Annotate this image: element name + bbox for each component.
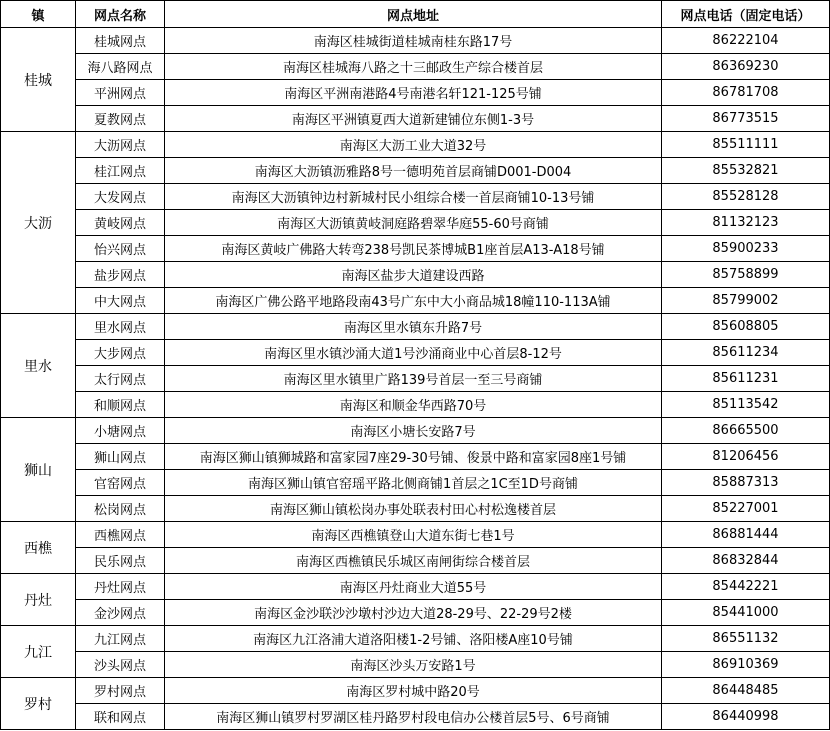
- address-cell: 南海区大沥工业大道32号: [165, 132, 662, 158]
- branch-name-cell: 西樵网点: [76, 522, 165, 548]
- header-row: [1, 1, 830, 28]
- table-row: [1, 652, 830, 678]
- address-cell: 南海区桂城街道桂城南桂东路17号: [165, 28, 662, 54]
- table-row: [1, 262, 830, 288]
- table-row: [1, 106, 830, 132]
- phone-cell: 86448485: [662, 678, 830, 704]
- town-cell: 九江: [1, 626, 76, 678]
- address-cell: 南海区狮山镇狮城路和富家园7座29-30号铺、俊景中路和富家园8座1号铺: [165, 444, 662, 470]
- header-branch-name: 网点名称: [76, 1, 165, 28]
- branch-name-cell: 小塘网点: [76, 418, 165, 444]
- address-cell: 南海区黄岐广佛路大转弯238号凯民茶博城B1座首层A13-A18号铺: [165, 236, 662, 262]
- address-cell: 南海区平洲镇夏西大道新建铺位东侧1-3号: [165, 106, 662, 132]
- table-row: [1, 80, 830, 106]
- table-row: [1, 158, 830, 184]
- phone-cell: 86910369: [662, 652, 830, 678]
- branch-name-cell: 联和网点: [76, 704, 165, 730]
- branch-name-cell: 盐步网点: [76, 262, 165, 288]
- table-row: [1, 132, 830, 158]
- table-row: [1, 600, 830, 626]
- address-cell: 南海区大沥镇沥雅路8号一德明苑首层商铺D001-D004: [165, 158, 662, 184]
- address-cell: 南海区里水镇沙涌大道1号沙涌商业中心首层8-12号: [165, 340, 662, 366]
- phone-cell: 86773515: [662, 106, 830, 132]
- address-cell: 南海区狮山镇松岗办事处联表村田心村松逸楼首层: [165, 496, 662, 522]
- branch-name-cell: 金沙网点: [76, 600, 165, 626]
- phone-cell: 81206456: [662, 444, 830, 470]
- phone-cell: 85611234: [662, 340, 830, 366]
- phone-cell: 86369230: [662, 54, 830, 80]
- branch-name-cell: 狮山网点: [76, 444, 165, 470]
- address-cell: 南海区丹灶商业大道55号: [165, 574, 662, 600]
- address-cell: 南海区盐步大道建设西路: [165, 262, 662, 288]
- table-row: [1, 678, 830, 704]
- address-cell: 南海区九江洛浦大道洛阳楼1-2号铺、洛阳楼A座10号铺: [165, 626, 662, 652]
- address-cell: 南海区沙头万安路1号: [165, 652, 662, 678]
- town-cell: 狮山: [1, 418, 76, 522]
- phone-cell: 85528128: [662, 184, 830, 210]
- table-row: [1, 704, 830, 730]
- town-cell: 大沥: [1, 132, 76, 314]
- table-row: [1, 184, 830, 210]
- phone-cell: 85611231: [662, 366, 830, 392]
- town-cell: 西樵: [1, 522, 76, 574]
- branch-name-cell: 海八路网点: [76, 54, 165, 80]
- phone-cell: 85887313: [662, 470, 830, 496]
- address-cell: 南海区广佛公路平地路段南43号广东中大小商品城18幢110-113A铺: [165, 288, 662, 314]
- address-cell: 南海区西樵镇民乐城区南闸街综合楼首层: [165, 548, 662, 574]
- table-row: [1, 366, 830, 392]
- table-row: [1, 288, 830, 314]
- address-cell: 南海区里水镇东升路7号: [165, 314, 662, 340]
- table-row: [1, 626, 830, 652]
- phone-cell: 85442221: [662, 574, 830, 600]
- branch-name-cell: 九江网点: [76, 626, 165, 652]
- branch-name-cell: 大发网点: [76, 184, 165, 210]
- phone-cell: 86440998: [662, 704, 830, 730]
- address-cell: 南海区大沥镇钟边村新城村民小组综合楼一首层商铺10-13号铺: [165, 184, 662, 210]
- table-row: [1, 470, 830, 496]
- branch-name-cell: 桂江网点: [76, 158, 165, 184]
- branch-name-cell: 桂城网点: [76, 28, 165, 54]
- address-cell: 南海区金沙联沙沙墩村沙边大道28-29号、22-29号2楼: [165, 600, 662, 626]
- phone-cell: 85758899: [662, 262, 830, 288]
- branch-name-cell: 平洲网点: [76, 80, 165, 106]
- table-row: [1, 496, 830, 522]
- table-row: [1, 574, 830, 600]
- branch-name-cell: 和顺网点: [76, 392, 165, 418]
- town-cell: 里水: [1, 314, 76, 418]
- table-row: [1, 54, 830, 80]
- branch-name-cell: 沙头网点: [76, 652, 165, 678]
- branch-name-cell: 怡兴网点: [76, 236, 165, 262]
- phone-cell: 85441000: [662, 600, 830, 626]
- branch-name-cell: 太行网点: [76, 366, 165, 392]
- phone-cell: 85799002: [662, 288, 830, 314]
- address-cell: 南海区狮山镇罗村罗湖区桂丹路罗村段电信办公楼首层5号、6号商铺: [165, 704, 662, 730]
- table-row: [1, 210, 830, 236]
- address-cell: 南海区狮山镇官窑瑶平路北侧商铺1首层之1C至1D号商铺: [165, 470, 662, 496]
- branch-name-cell: 民乐网点: [76, 548, 165, 574]
- phone-cell: 86832844: [662, 548, 830, 574]
- address-cell: 南海区小塘长安路7号: [165, 418, 662, 444]
- branch-name-cell: 夏教网点: [76, 106, 165, 132]
- phone-cell: 86551132: [662, 626, 830, 652]
- phone-cell: 86781708: [662, 80, 830, 106]
- branch-name-cell: 里水网点: [76, 314, 165, 340]
- branch-name-cell: 松岗网点: [76, 496, 165, 522]
- branch-name-cell: 罗村网点: [76, 678, 165, 704]
- table-row: [1, 548, 830, 574]
- address-cell: 南海区桂城海八路之十三邮政生产综合楼首层: [165, 54, 662, 80]
- phone-cell: 81132123: [662, 210, 830, 236]
- phone-cell: 85900233: [662, 236, 830, 262]
- address-cell: 南海区大沥镇黄岐洞庭路碧翠华庭55-60号商铺: [165, 210, 662, 236]
- phone-cell: 85511111: [662, 132, 830, 158]
- table-row: [1, 28, 830, 54]
- table-body: [1, 28, 830, 730]
- table-row: [1, 236, 830, 262]
- address-cell: 南海区里水镇里广路139号首层一至三号商铺: [165, 366, 662, 392]
- phone-cell: 85227001: [662, 496, 830, 522]
- town-cell: 丹灶: [1, 574, 76, 626]
- phone-cell: 86222104: [662, 28, 830, 54]
- address-cell: 南海区和顺金华西路70号: [165, 392, 662, 418]
- phone-cell: 86881444: [662, 522, 830, 548]
- address-cell: 南海区罗村城中路20号: [165, 678, 662, 704]
- town-cell: 桂城: [1, 28, 76, 132]
- table-row: [1, 340, 830, 366]
- branch-name-cell: 黄岐网点: [76, 210, 165, 236]
- branch-name-cell: 大沥网点: [76, 132, 165, 158]
- phone-cell: 85608805: [662, 314, 830, 340]
- branch-name-cell: 丹灶网点: [76, 574, 165, 600]
- town-cell: 罗村: [1, 678, 76, 730]
- table-row: [1, 522, 830, 548]
- table-row: [1, 418, 830, 444]
- address-cell: 南海区西樵镇登山大道东街七巷1号: [165, 522, 662, 548]
- header-address: 网点地址: [165, 1, 662, 28]
- branch-name-cell: 大步网点: [76, 340, 165, 366]
- header-town: 镇: [1, 1, 76, 28]
- branch-name-cell: 官窑网点: [76, 470, 165, 496]
- address-cell: 南海区平洲南港路4号南港名轩121-125号铺: [165, 80, 662, 106]
- table-row: [1, 444, 830, 470]
- phone-cell: 86665500: [662, 418, 830, 444]
- phone-cell: 85113542: [662, 392, 830, 418]
- table-row: [1, 392, 830, 418]
- table-row: [1, 314, 830, 340]
- phone-cell: 85532821: [662, 158, 830, 184]
- header-phone: 网点电话（固定电话）: [662, 1, 830, 28]
- branch-name-cell: 中大网点: [76, 288, 165, 314]
